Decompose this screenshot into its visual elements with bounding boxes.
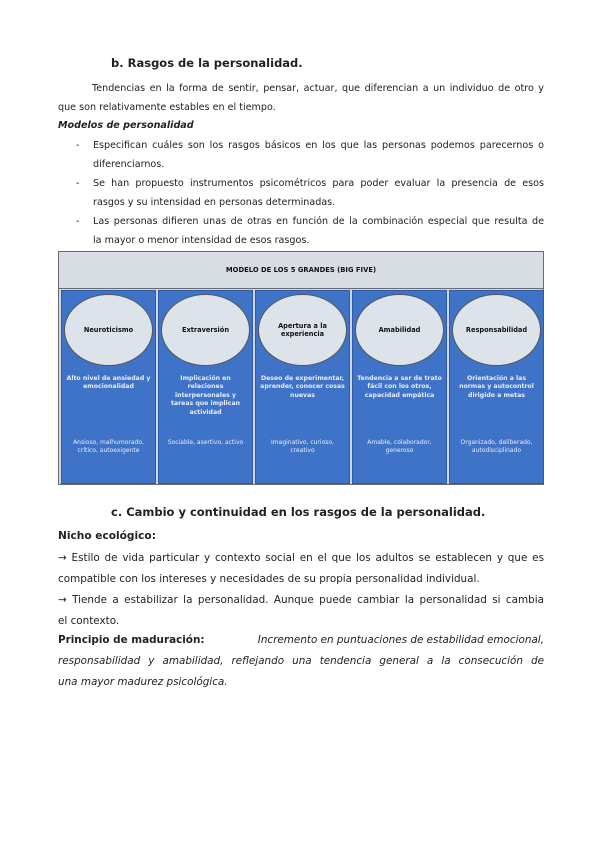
bullet-dash: - — [76, 140, 80, 151]
trait-adjectives: Sociable, asertivo, activo — [167, 439, 244, 446]
trait-column-agreeableness — [352, 290, 447, 484]
trait-adjectives: Imaginativo, curioso, creativo — [271, 439, 334, 455]
bullet-dash: - — [76, 216, 80, 227]
diagram-title: MODELO DE LOS 5 GRANDES (BIG FIVE) — [59, 252, 543, 289]
bullet-3-line-2: la mayor o menor intensidad de esos rasgos. — [93, 235, 310, 246]
trait-oval — [161, 294, 250, 366]
trait-oval — [258, 294, 347, 366]
trait-column-conscientiousness — [449, 290, 544, 484]
maturation-line-3: una mayor madurez psicológica. — [58, 676, 228, 688]
trait-column-neuroticism — [61, 290, 156, 484]
trait-name: Neuroticismo — [83, 326, 134, 334]
intro-line-2: que son relativamente estables en el tiempo. — [58, 102, 276, 113]
bullet-3-line-1: Las personas difieren unas de otras en función de la combinación especial que resulta de — [93, 216, 544, 227]
trait-adjectives: Amable, colaborador, generoso — [367, 439, 432, 455]
intro-line-1: Tendencias en la forma de sentir, pensar, actuar, que diferencian a un individuo de otro y — [92, 83, 544, 94]
section-b-heading: b. Rasgos de la personalidad. — [111, 56, 303, 70]
maturation-line-1 — [58, 631, 544, 650]
trait-adjectives: Organizado, deliberado, autodisciplinado — [460, 439, 533, 455]
bullet-1-line-2: diferenciarnos. — [93, 159, 165, 170]
niche-line-4: el contexto. — [58, 615, 120, 627]
trait-name: Apertura a la experiencia — [278, 322, 327, 338]
big-five-diagram — [58, 251, 544, 485]
bullet-2-line-2: rasgos y su intensidad en personas determinadas. — [93, 197, 336, 208]
niche-line-2: compatible con los intereses y necesidades de su propia personalidad individual. — [58, 573, 480, 585]
niche-line-3: → Tiende a estabilizar la personalidad. Aunque puede cambiar la personalidad si cambia — [58, 594, 544, 606]
niche-label: Nicho ecológico: — [58, 530, 156, 542]
trait-name: Amabilidad — [378, 326, 421, 334]
trait-oval — [64, 294, 153, 366]
trait-column-extraversion — [158, 290, 253, 484]
maturation-line-2: responsabilidad y amabilidad, reflejando una tendencia general a la consecución de — [58, 655, 544, 667]
section-c-heading: c. Cambio y continuidad en los rasgos de la personalidad. — [111, 505, 486, 519]
bullet-dash: - — [76, 178, 80, 189]
models-label: Modelos de personalidad — [58, 120, 194, 131]
trait-description: Tendencia a ser de trato fácil con los otros, capacidad empática — [357, 375, 442, 399]
trait-description: Orientación a las normas y autocontrol dirigido a metas — [459, 375, 534, 399]
trait-description: Deseo de experimentar, aprender, conocer cosas nuevas — [260, 375, 345, 399]
maturation-text-1: Incremento en puntuaciones de estabilidad emocional, — [257, 634, 544, 646]
trait-column-openness — [255, 290, 350, 484]
trait-description: Alto nivel de ansiedad y emocionalidad — [66, 375, 151, 391]
trait-adjectives: Ansioso, malhumorado, crítico, autoexigente — [73, 439, 144, 455]
maturation-label: Principio de maduración: — [58, 634, 205, 646]
bullet-1-line-1: Especifican cuáles son los rasgos básicos en los que las personas podemos parecernos o — [93, 140, 544, 151]
bullet-2-line-1: Se han propuesto instrumentos psicométricos para poder evaluar la presencia de esos — [93, 178, 544, 189]
trait-name: Extraversión — [181, 326, 230, 334]
trait-oval — [355, 294, 444, 366]
trait-description: Implicación en relaciones interpersonales y tareas que implican actividad — [170, 375, 241, 416]
niche-line-1: → Estilo de vida particular y contexto social en el que los adultos se establecen y que es — [58, 552, 544, 564]
trait-oval — [452, 294, 541, 366]
trait-name: Responsabilidad — [465, 326, 528, 334]
